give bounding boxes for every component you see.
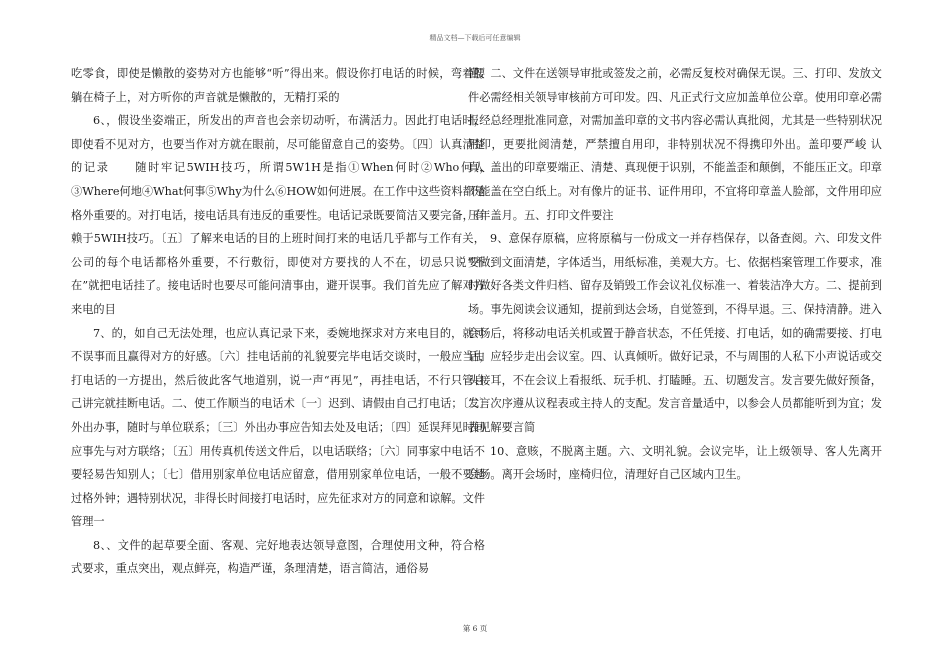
left-paragraph-3: 7、的，如自己无法处理，也应认真记录下来，委婉地探求对方来电目的，就可不误事而且赢得对方的好感。〔六〕挂电话前的礼貌要完毕电话交谈时，一般应当由打电话的一方提出，然后彼此客气地道别，说一声“再见”，再挂电话，不行只管自己讲完就挂断电话。二、使工作顺当的电话术〔一〕迟到、请假由自己打电话；〔二〕外出办事，随时与单位联系；〔三〕外出办事应告知去处及电话；〔四〕延误拜见时间应事先与对方联络；〔五〕用传真机传送文件后，以电话联络；〔六〕同事家中电话不要轻易告知别人；〔七〕借用别家单位电话应留意，借用别家单位电话，一般不要超过格外钟；遇特别状况，非得长时间接打电话时，应先征求对方的同意和谅解。文件管理一 xyxy=(71,326,485,529)
left-paragraph-1: 吃零食，即使是懒散的姿势对方也能够“听”得出来。假设你打电话的时候，弯着腰躺在椅子上，对方听你的声音就是懒散的，无精打采的 xyxy=(71,67,485,104)
left-paragraph-4: 8、、文件的起草要全面、客观、完好地表达领导意图，合理使用文种，符合格式要求，重点突出，观点鲜亮，构造严谨，条理清楚，语言简洁，通俗易 xyxy=(71,538,485,576)
left-paragraph-2: 6、，假设坐姿端正，所发出的声音也会亲切动听，布满活力。因此打电话时，即使看不见对方，也要当作对方就在眼前，尽可能留意自己的姿势。〔四〕认真清楚的记录 随时牢记5WIH技巧，所谓5W1H是指①When何时②Who何人③Where何地④What何事⑤Why为什么⑥HOW如何进展。在工作中这些资料都是格外重要的。对打电话，接电话具有违反的重要性。电话记录既要简洁又要完备，有赖于5WIH技巧。〔五〕了解来电话的目的上班时间打来的电话几乎都与工作有关，公司的每个电话都格外重要，不行敷衍，即使对方要找的人不在，切忌只说“不在”就把电话挂了。接电话时也要尽可能问清事由，避开误事。我们首先应了解对方来电的目 xyxy=(71,114,485,316)
left-column xyxy=(71,62,485,581)
page-header: 精品文档—下载后可任意编辑 xyxy=(429,34,521,42)
right-column xyxy=(468,62,882,487)
right-paragraph-2: 9、意保存原稿，应将原稿与一份成文一并存档保存，以备查阅。六、印发文件要做到文面清楚，字体适当，用纸标准，美观大方。七、依据档案管理工作要求，准时做好各类文件归档、留存及销毁工作会议礼仪标准一、着装洁净大方。二、提前到场。事先阅读会议通知，提前到达会场，自觉签到，不得早退。三、保持清静。进入会场后，将移动电话关机或置于静音状态，不任凭接、打电话，如的确需要接、打电话，应轻步走出会议室。四、认真倾听。做好记录，不与周围的人私下小声说话或交头接耳，不在会议上看报纸、玩手机、打瞌睡。五、切题发言。发言要先做好预备，发言次序遵从议程表或主持人的支配。发言音量适中，以参会人员都能听到为宜；发表见解要言简 xyxy=(468,232,882,434)
right-paragraph-1: 懂。二、文件在送领导审批或签发之前，必需反复校对确保无误。三、打印、发放文件必需经相关领导审核前方可印发。四、凡正式行文应加盖单位公章。使用印章必需报经总经理批准同意，对需加盖印章的文书内容必需认真批阅，尤其是一些特别状况用印，更要批阅清楚，严禁擅自用印，非特别状况不得携印外出。盖印要严峻 认真，盖出的印章要端正、清楚、真现便于识别，不能盖歪和颠倒，不能压正文。印章不能盖在空白纸上。对有像片的证书、证件用印，不宜将印章盖人脸部，文件用印应压年盖月。五、打印文件要注 xyxy=(468,67,882,222)
page-number: 第 6 页 xyxy=(462,624,488,633)
right-paragraph-3: 10、意赅，不脱离主题。六、文明礼貌。会议完毕，让上级领导、客人先离开会场。离开会场时，座椅归位，清理好自己区域内卫生。 xyxy=(468,444,882,482)
